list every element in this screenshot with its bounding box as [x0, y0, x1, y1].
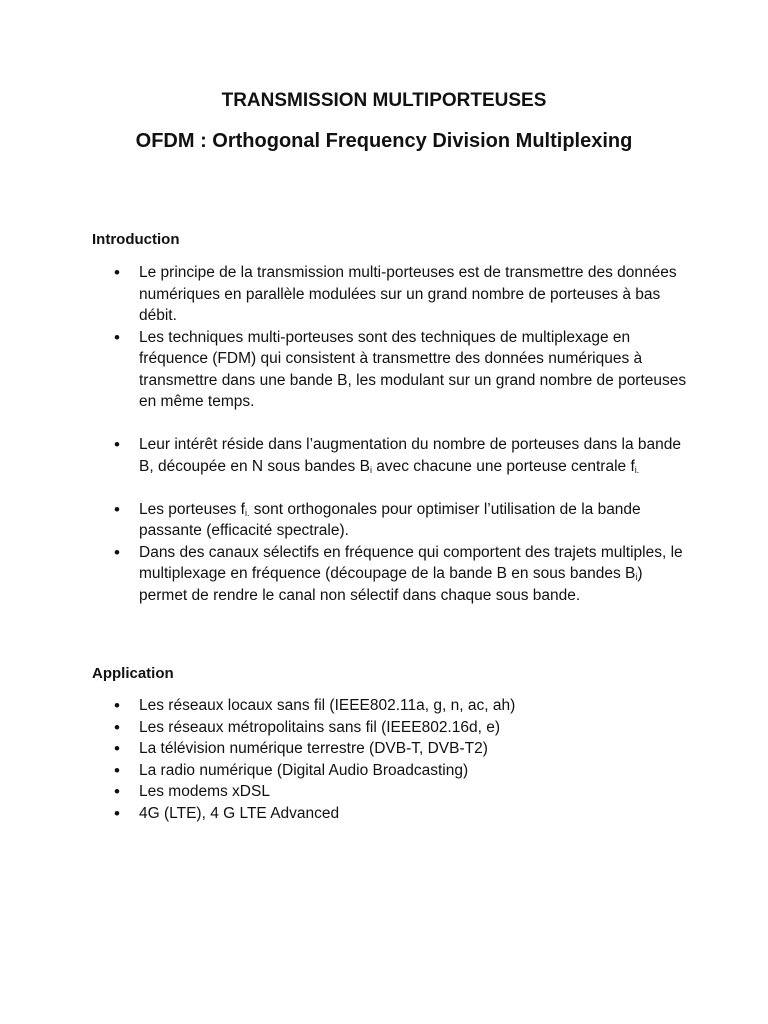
subscript-i: i. — [244, 507, 250, 518]
intro-bullet-2-text: Les techniques multi-porteuses sont des techniques de multiplexage en fréquence (FDM) qui consistent à transmettre des données numériques à transmettre dans une bande B, les modulant sur un grand nombre de porteuses en même temps. — [139, 328, 687, 410]
intro-bullet-3-text: Leur intérêt réside dans l’augmentation du nombre de porteuses dans la bande B, découpée en N sous bandes B — [139, 436, 682, 475]
list-item: • La radio numérique (Digital Audio Broadcasting) — [92, 760, 692, 782]
application-heading: Application — [92, 665, 174, 682]
list-item — [92, 542, 692, 607]
list-item — [92, 434, 692, 477]
list-item: • Les réseaux métropolitains sans fil (IEEE802.16d, e) — [92, 717, 692, 739]
list-item — [92, 499, 692, 542]
list-item: • La télévision numérique terrestre (DVB-T, DVB-T2) — [92, 738, 692, 760]
introduction-heading: Introduction — [92, 231, 180, 248]
document-title: TRANSMISSION MULTIPORTEUSES — [221, 90, 547, 111]
subscript-i: i — [369, 464, 372, 475]
subscript-i: i. — [634, 464, 640, 475]
intro-bullet-3-text-cont: avec chacune une porteuse centrale f — [371, 457, 635, 475]
list-item: • 4G (LTE), 4 G LTE Advanced — [92, 803, 692, 825]
intro-bullet-4-text-cont: sont orthogonales pour optimiser l’utilisation de la bande passante (efficacité spectrale). — [139, 500, 641, 539]
intro-bullet-4-text: Les porteuses f — [139, 500, 245, 518]
intro-bullet-1-text: Le principe de la transmission multi-porteuses est de transmettre des données numériques en parallèle modulées sur un grand nombre de porteuses à bas débit. — [139, 264, 677, 324]
intro-bullet-5-text-cont: ) permet de rendre le canal non sélectif dans chaque sous bande. — [139, 565, 643, 604]
introduction-list — [92, 262, 692, 606]
subscript-i: i — [635, 572, 638, 582]
document-subtitle: OFDM : Orthogonal Frequency Division Multiplexing — [135, 130, 633, 152]
list-item — [92, 262, 692, 327]
application-list — [92, 695, 692, 824]
intro-bullet-5-text: Dans des canaux sélectifs en fréquence qui comportent des trajets multiples, le multiplexage en fréquence (découpage de la bande B en sous bandes B — [139, 543, 683, 582]
list-item: • Les réseaux locaux sans fil (IEEE802.11a, g, n, ac, ah) — [92, 695, 692, 717]
list-item: • Les modems xDSL — [92, 781, 692, 803]
list-item — [92, 327, 692, 413]
